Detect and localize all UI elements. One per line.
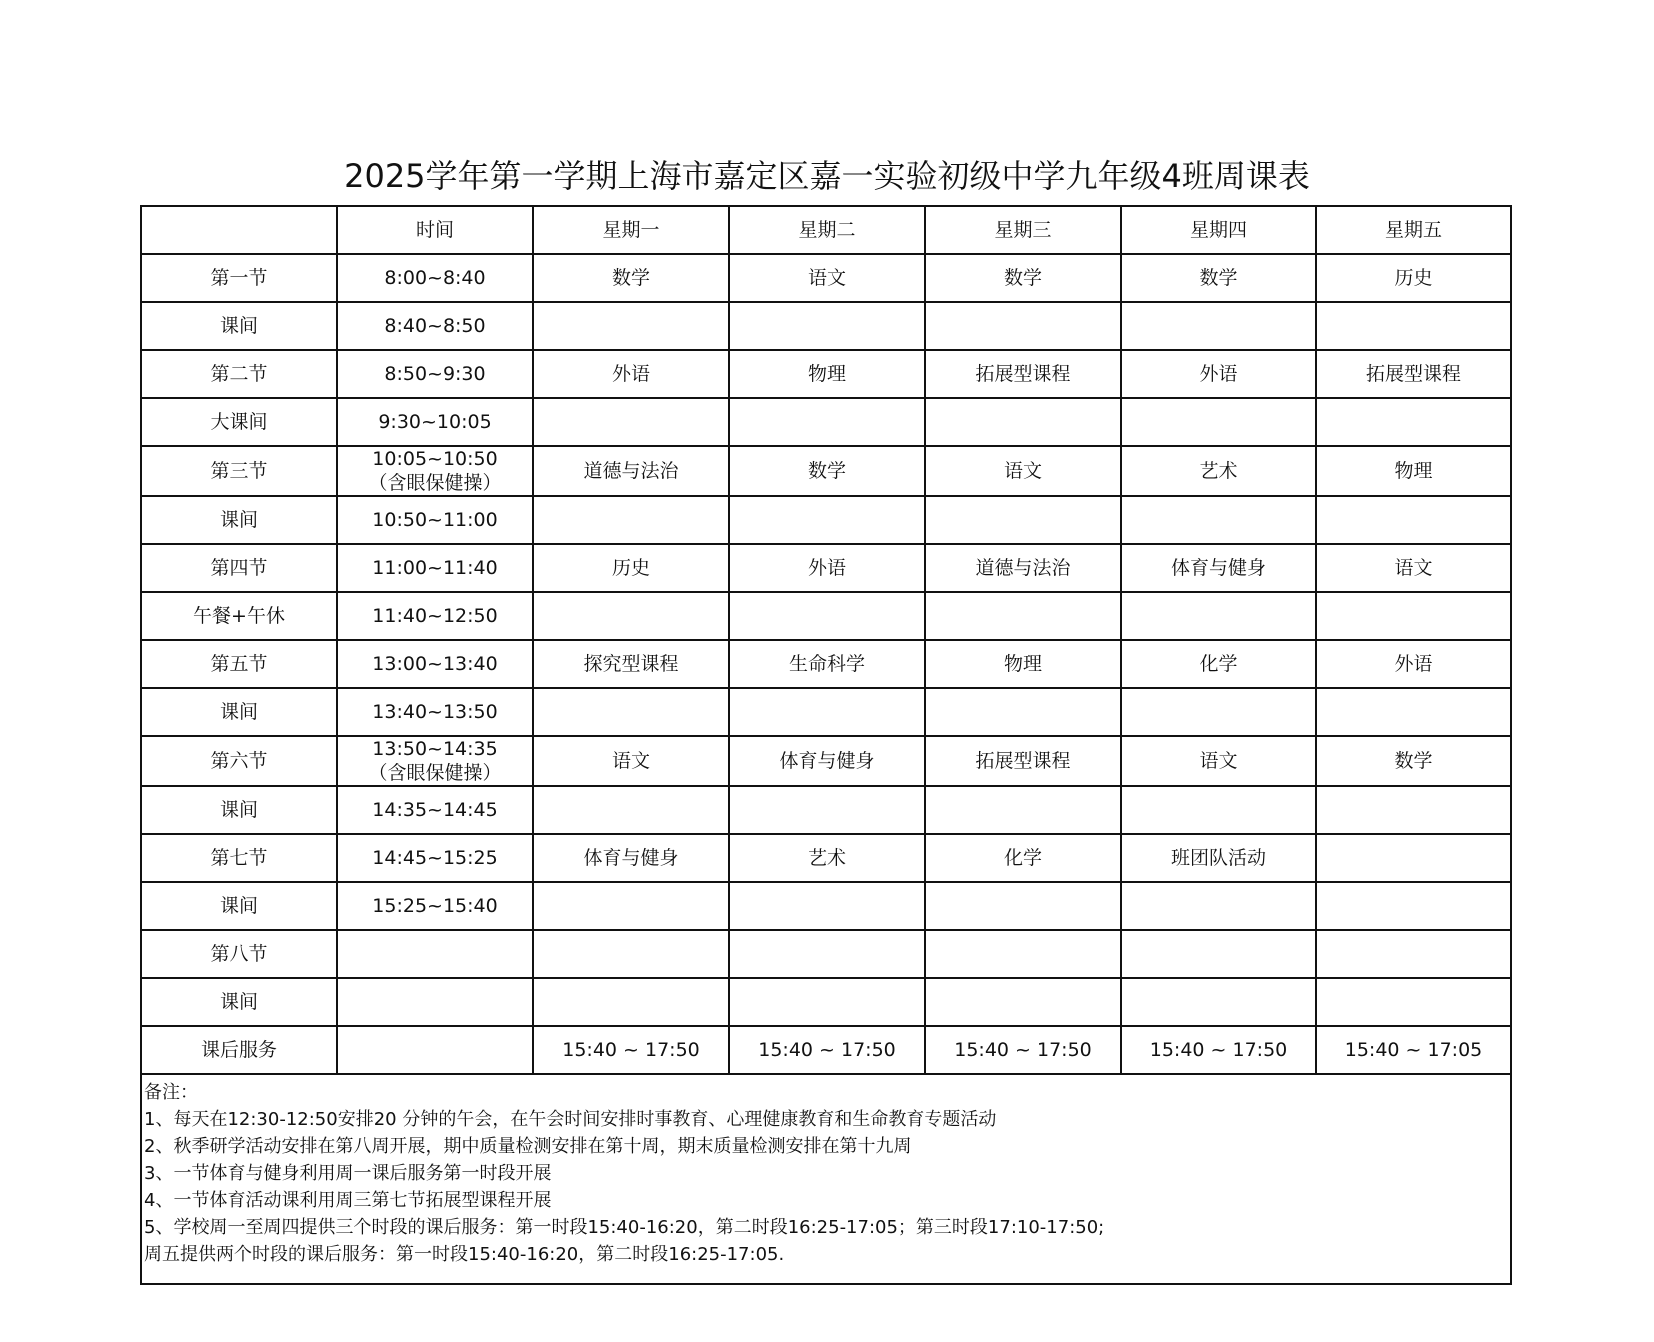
header-row (141, 206, 1511, 254)
subject-cell-friday: 数学 (1316, 736, 1511, 786)
period-time-line: 13:40~13:50 (372, 701, 498, 723)
header-day-friday: 星期五 (1316, 206, 1511, 254)
subject-cell-thursday (1121, 882, 1316, 930)
subject-cell-friday (1316, 688, 1511, 736)
schedule-row (141, 834, 1511, 882)
period-label: 第二节 (141, 350, 337, 398)
period-label: 课间 (141, 786, 337, 834)
subject-cell-thursday (1121, 786, 1316, 834)
period-time (337, 496, 533, 544)
subject-cell-tuesday: 艺术 (729, 834, 925, 882)
period-label: 大课间 (141, 398, 337, 446)
subject-cell-wednesday: 语文 (925, 446, 1121, 496)
subject-cell-monday: 体育与健身 (533, 834, 729, 882)
subject-cell-thursday: 化学 (1121, 640, 1316, 688)
period-time-line: 11:40~12:50 (372, 605, 498, 627)
subject-cell-wednesday: 拓展型课程 (925, 350, 1121, 398)
period-time (337, 350, 533, 398)
period-time-line: 8:40~8:50 (384, 315, 486, 337)
schedule-row (141, 688, 1511, 736)
period-label: 第五节 (141, 640, 337, 688)
subject-cell-wednesday: 物理 (925, 640, 1121, 688)
page-title: 2025学年第一学期上海市嘉定区嘉一实验初级中学九年级4班周课表 (344, 157, 1310, 195)
subject-cell-thursday (1121, 930, 1316, 978)
subject-cell-monday: 外语 (533, 350, 729, 398)
schedule-row (141, 786, 1511, 834)
period-time-line: 8:50~9:30 (384, 363, 486, 385)
subject-cell-monday: 15:40 ~ 17:50 (533, 1026, 729, 1074)
subject-cell-friday (1316, 786, 1511, 834)
period-label: 第七节 (141, 834, 337, 882)
subject-cell-thursday: 艺术 (1121, 446, 1316, 496)
note-line: 3、一节体育与健身利用周一课后服务第一时段开展 (144, 1163, 552, 1184)
subject-cell-monday: 道德与法治 (533, 446, 729, 496)
subject-cell-friday (1316, 592, 1511, 640)
subject-cell-monday (533, 302, 729, 350)
period-label: 课间 (141, 302, 337, 350)
period-time (337, 930, 533, 978)
note-line: 5、学校周一至周四提供三个时段的课后服务：第一时段15:40-16:20，第二时段16:25-17:05；第三时段17:10-17:50; (144, 1217, 1105, 1238)
subject-cell-wednesday (925, 496, 1121, 544)
subject-cell-thursday (1121, 496, 1316, 544)
period-label: 第六节 (141, 736, 337, 786)
schedule-row (141, 978, 1511, 1026)
period-label: 课后服务 (141, 1026, 337, 1074)
subject-cell-tuesday (729, 930, 925, 978)
period-time (337, 254, 533, 302)
subject-cell-monday (533, 688, 729, 736)
subject-cell-tuesday (729, 786, 925, 834)
note-line: 4、一节体育活动课利用周三第七节拓展型课程开展 (144, 1190, 552, 1211)
schedule-row (141, 496, 1511, 544)
period-label: 课间 (141, 688, 337, 736)
subject-cell-friday (1316, 398, 1511, 446)
period-time-line: 8:00~8:40 (384, 267, 486, 289)
subject-cell-friday (1316, 302, 1511, 350)
schedule-row (141, 640, 1511, 688)
subject-cell-monday: 数学 (533, 254, 729, 302)
note-line: 2、秋季研学活动安排在第八周开展，期中质量检测安排在第十周，期末质量检测安排在第十九周 (144, 1136, 912, 1157)
period-label: 课间 (141, 882, 337, 930)
subject-cell-tuesday: 数学 (729, 446, 925, 496)
subject-cell-wednesday: 拓展型课程 (925, 736, 1121, 786)
subject-cell-monday (533, 882, 729, 930)
note-line: 1、每天在12:30-12:50安排20 分钟的午会，在午会时间安排时事教育、心理健康教育和生命教育专题活动 (144, 1109, 997, 1130)
subject-cell-monday: 语文 (533, 736, 729, 786)
period-time (337, 1026, 533, 1074)
subject-cell-friday (1316, 930, 1511, 978)
subject-cell-tuesday: 语文 (729, 254, 925, 302)
period-time (337, 302, 533, 350)
subject-cell-monday (533, 398, 729, 446)
schedule-row (141, 736, 1511, 786)
subject-cell-friday (1316, 882, 1511, 930)
subject-cell-wednesday (925, 882, 1121, 930)
period-time (337, 398, 533, 446)
subject-cell-tuesday: 体育与健身 (729, 736, 925, 786)
subject-cell-wednesday (925, 302, 1121, 350)
period-time (337, 736, 533, 786)
subject-cell-wednesday: 化学 (925, 834, 1121, 882)
subject-cell-tuesday: 生命科学 (729, 640, 925, 688)
subject-cell-monday: 探究型课程 (533, 640, 729, 688)
subject-cell-friday: 历史 (1316, 254, 1511, 302)
period-label: 课间 (141, 978, 337, 1026)
period-time-line: （含眼保健操） (368, 472, 502, 494)
schedule-row (141, 398, 1511, 446)
note-line: 周五提供两个时段的课后服务：第一时段15:40-16:20，第二时段16:25-17:05. (144, 1244, 785, 1265)
subject-cell-monday: 历史 (533, 544, 729, 592)
subject-cell-monday (533, 592, 729, 640)
schedule-row (141, 592, 1511, 640)
header-day-monday: 星期一 (533, 206, 729, 254)
subject-cell-tuesday (729, 302, 925, 350)
subject-cell-wednesday: 15:40 ~ 17:50 (925, 1026, 1121, 1074)
subject-cell-friday (1316, 834, 1511, 882)
period-time-line: 9:30~10:05 (378, 411, 492, 433)
period-time-line: 14:35~14:45 (372, 799, 498, 821)
schedule-row (141, 446, 1511, 496)
subject-cell-monday (533, 786, 729, 834)
period-label: 第四节 (141, 544, 337, 592)
header-corner-cell (141, 206, 337, 254)
subject-cell-friday: 15:40 ~ 17:05 (1316, 1026, 1511, 1074)
subject-cell-thursday (1121, 978, 1316, 1026)
period-label: 第八节 (141, 930, 337, 978)
period-label: 午餐+午休 (141, 592, 337, 640)
subject-cell-friday (1316, 496, 1511, 544)
subject-cell-tuesday (729, 688, 925, 736)
subject-cell-wednesday: 数学 (925, 254, 1121, 302)
subject-cell-thursday: 班团队活动 (1121, 834, 1316, 882)
subject-cell-friday: 拓展型课程 (1316, 350, 1511, 398)
period-time-line: 15:25~15:40 (372, 895, 498, 917)
period-time (337, 882, 533, 930)
period-time-line: 11:00~11:40 (372, 557, 498, 579)
schedule-row (141, 254, 1511, 302)
period-label: 第三节 (141, 446, 337, 496)
period-time-line: 14:45~15:25 (372, 847, 498, 869)
subject-cell-wednesday (925, 688, 1121, 736)
subject-cell-wednesday (925, 592, 1121, 640)
subject-cell-thursday: 外语 (1121, 350, 1316, 398)
period-time (337, 834, 533, 882)
schedule-row (141, 350, 1511, 398)
subject-cell-wednesday (925, 398, 1121, 446)
subject-cell-thursday (1121, 302, 1316, 350)
period-time-line: （含眼保健操） (368, 762, 502, 784)
schedule-row (141, 302, 1511, 350)
subject-cell-monday (533, 978, 729, 1026)
period-time (337, 544, 533, 592)
subject-cell-wednesday (925, 930, 1121, 978)
note-line: 备注： (144, 1082, 198, 1103)
period-time-line: 13:00~13:40 (372, 653, 498, 675)
subject-cell-tuesday: 物理 (729, 350, 925, 398)
notes-section (141, 1074, 1511, 1284)
subject-cell-friday: 物理 (1316, 446, 1511, 496)
subject-cell-wednesday (925, 978, 1121, 1026)
subject-cell-thursday: 语文 (1121, 736, 1316, 786)
schedule-row (141, 544, 1511, 592)
notes-row (141, 1074, 1511, 1284)
period-time-line: 10:50~11:00 (372, 509, 498, 531)
schedule-row (141, 930, 1511, 978)
subject-cell-thursday (1121, 592, 1316, 640)
period-time (337, 592, 533, 640)
subject-cell-thursday (1121, 688, 1316, 736)
header-day-wednesday: 星期三 (925, 206, 1121, 254)
subject-cell-tuesday (729, 398, 925, 446)
subject-cell-thursday: 体育与健身 (1121, 544, 1316, 592)
subject-cell-monday (533, 496, 729, 544)
period-time (337, 978, 533, 1026)
header-time: 时间 (337, 206, 533, 254)
subject-cell-tuesday: 15:40 ~ 17:50 (729, 1026, 925, 1074)
subject-cell-wednesday (925, 786, 1121, 834)
subject-cell-monday (533, 930, 729, 978)
subject-cell-thursday: 数学 (1121, 254, 1316, 302)
subject-cell-tuesday (729, 592, 925, 640)
subject-cell-friday (1316, 978, 1511, 1026)
period-time (337, 446, 533, 496)
subject-cell-tuesday (729, 978, 925, 1026)
header-day-tuesday: 星期二 (729, 206, 925, 254)
subject-cell-wednesday: 道德与法治 (925, 544, 1121, 592)
header-day-thursday: 星期四 (1121, 206, 1316, 254)
subject-cell-tuesday: 外语 (729, 544, 925, 592)
subject-cell-tuesday (729, 496, 925, 544)
subject-cell-tuesday (729, 882, 925, 930)
period-time (337, 786, 533, 834)
period-label: 课间 (141, 496, 337, 544)
schedule-row (141, 1026, 1511, 1074)
period-time-line: 13:50~14:35 (372, 738, 498, 760)
period-time-line: 10:05~10:50 (372, 448, 498, 470)
timetable (140, 205, 1512, 1285)
subject-cell-thursday (1121, 398, 1316, 446)
period-label: 第一节 (141, 254, 337, 302)
period-time (337, 640, 533, 688)
subject-cell-friday: 语文 (1316, 544, 1511, 592)
schedule-row (141, 882, 1511, 930)
subject-cell-thursday: 15:40 ~ 17:50 (1121, 1026, 1316, 1074)
subject-cell-friday: 外语 (1316, 640, 1511, 688)
period-time (337, 688, 533, 736)
